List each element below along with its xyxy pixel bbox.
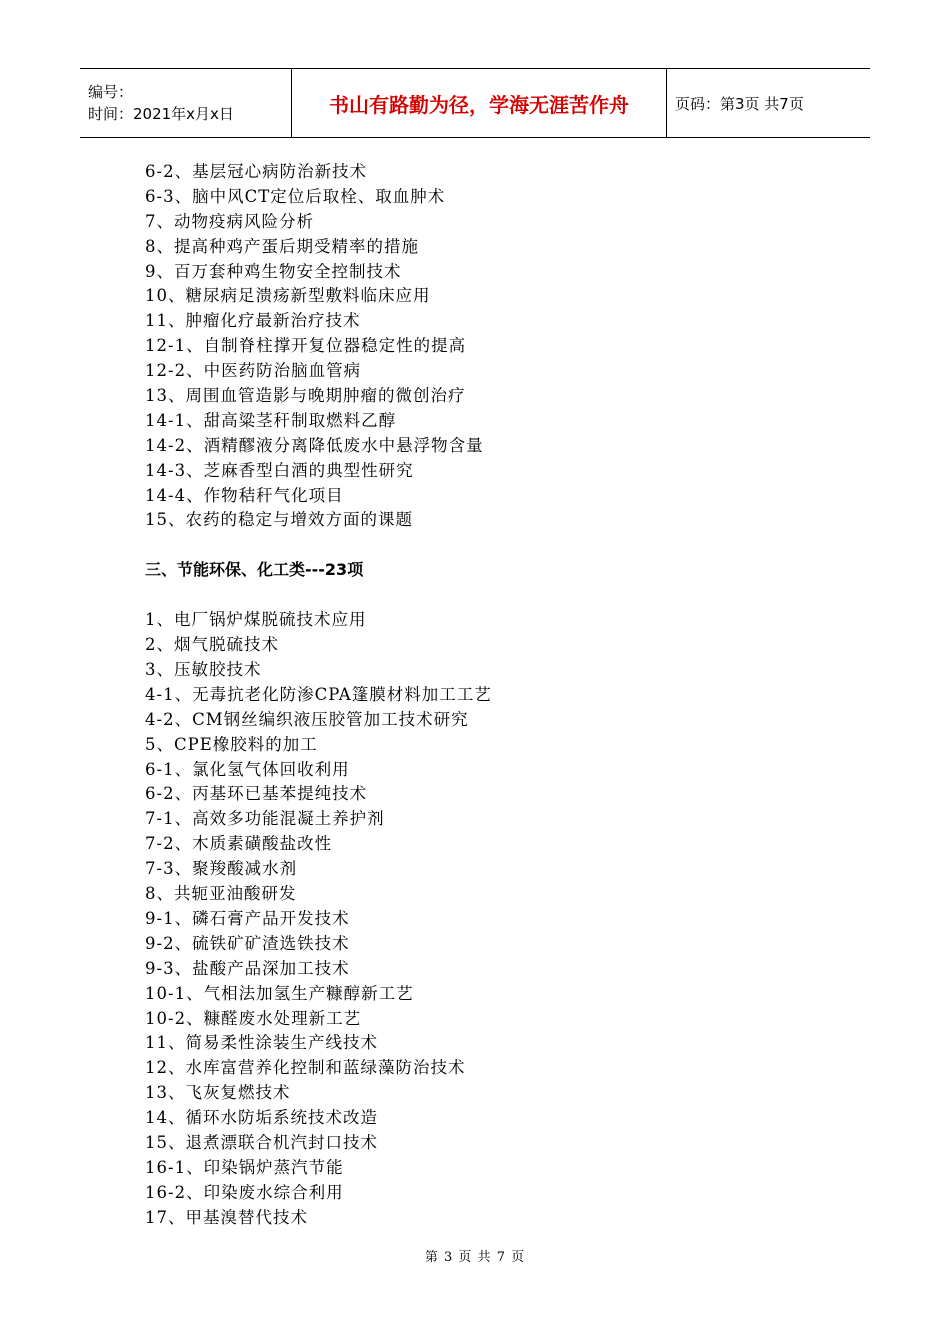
- list-item: 7、动物疫病风险分析: [145, 211, 314, 231]
- list-item: 7-2、木质素磺酸盐改性: [145, 834, 333, 854]
- list-item: 15、退煮漂联合机汽封口技术: [145, 1132, 378, 1152]
- list-item: 6-2、基层冠心病防治新技术: [145, 162, 368, 181]
- list-item: 6-3、脑中风CT定位后取栓、取血肿术: [145, 186, 446, 206]
- list-item: 1、电厂锅炉煤脱硫技术应用: [145, 610, 367, 630]
- list-item: 12-1、自制脊柱撑开复位器稳定性的提高: [145, 336, 467, 356]
- list-item: 12、水库富营养化控制和蓝绿藻防治技术: [145, 1058, 466, 1078]
- list-item: 9、百万套种鸡生物安全控制技术: [145, 261, 402, 281]
- list-item: 14、循环水防垢系统技术改造: [145, 1108, 378, 1128]
- list-item: 8、共轭亚油酸研发: [145, 884, 297, 904]
- list-item: 14-4、作物秸秆气化项目: [145, 485, 344, 505]
- list-item: 16-1、印染锅炉蒸汽节能: [145, 1157, 344, 1177]
- list-item: 10-1、气相法加氢生产糠醇新工艺: [145, 983, 414, 1003]
- list-item: 12-2、中医药防治脑血管病: [145, 361, 362, 381]
- section-heading: 三、节能环保、化工类---23项: [145, 560, 364, 580]
- page-header: [80, 68, 870, 138]
- list-item: 7-1、高效多功能混凝土养护剂: [145, 809, 385, 829]
- document-body: [145, 160, 492, 1231]
- list-item: 10、糖尿病足溃疡新型敷料临床应用: [145, 286, 431, 306]
- list-item: 9-1、磷石膏产品开发技术: [145, 908, 350, 928]
- list-item: 13、飞灰复燃技术: [145, 1083, 291, 1103]
- list-item: 6-1、氯化氢气体回收利用: [145, 759, 350, 779]
- header-meta: [80, 69, 292, 137]
- list-item: 11、简易柔性涂装生产线技术: [145, 1033, 378, 1053]
- list-item: 4-1、无毒抗老化防渗CPA篷膜材料加工工艺: [145, 684, 492, 704]
- list-item: 16-2、印染废水综合利用: [145, 1182, 344, 1202]
- document-number-label: 编号：: [88, 83, 134, 101]
- project-list-energy-chemical: [145, 608, 492, 1230]
- list-item: 14-1、甜高粱茎秆制取燃料乙醇: [145, 410, 397, 430]
- document-time-label: 时间：2021年x月x日: [88, 105, 234, 123]
- list-item: 4-2、CM钢丝编织液压胶管加工技术研究: [145, 709, 469, 729]
- list-item: 14-2、酒精醪液分离降低废水中悬浮物含量: [145, 435, 484, 455]
- header-page-number: 页码：第3页 共7页: [675, 94, 804, 113]
- project-list-medical-agri: [145, 160, 492, 533]
- list-item: 15、农药的稳定与增效方面的课题: [145, 510, 413, 530]
- list-item: 3、压敏胶技术: [145, 660, 262, 680]
- list-item: 9-3、盐酸产品深加工技术: [145, 958, 350, 978]
- list-item: 7-3、聚羧酸减水剂: [145, 859, 298, 879]
- page-footer: 第 3 页 共 7 页: [424, 1250, 526, 1265]
- list-item: 17、甲基溴替代技术: [145, 1207, 308, 1227]
- list-item: 9-2、硫铁矿矿渣选铁技术: [145, 933, 350, 953]
- list-item: 2、烟气脱硫技术: [145, 635, 279, 655]
- header-motto: 书山有路勤为径，学海无涯苦作舟: [292, 69, 667, 137]
- list-item: 11、肿瘤化疗最新治疗技术: [145, 311, 361, 331]
- list-item: 5、CPE橡胶料的加工: [145, 734, 318, 754]
- list-item: 13、周围血管造影与晚期肿瘤的微创治疗: [145, 386, 466, 406]
- list-item: 10-2、糠醛废水处理新工艺: [145, 1008, 362, 1028]
- list-item: 14-3、芝麻香型白酒的典型性研究: [145, 460, 414, 480]
- list-item: 8、提高种鸡产蛋后期受精率的措施: [145, 236, 419, 256]
- list-item: 6-2、丙基环已基苯提纯技术: [145, 784, 368, 804]
